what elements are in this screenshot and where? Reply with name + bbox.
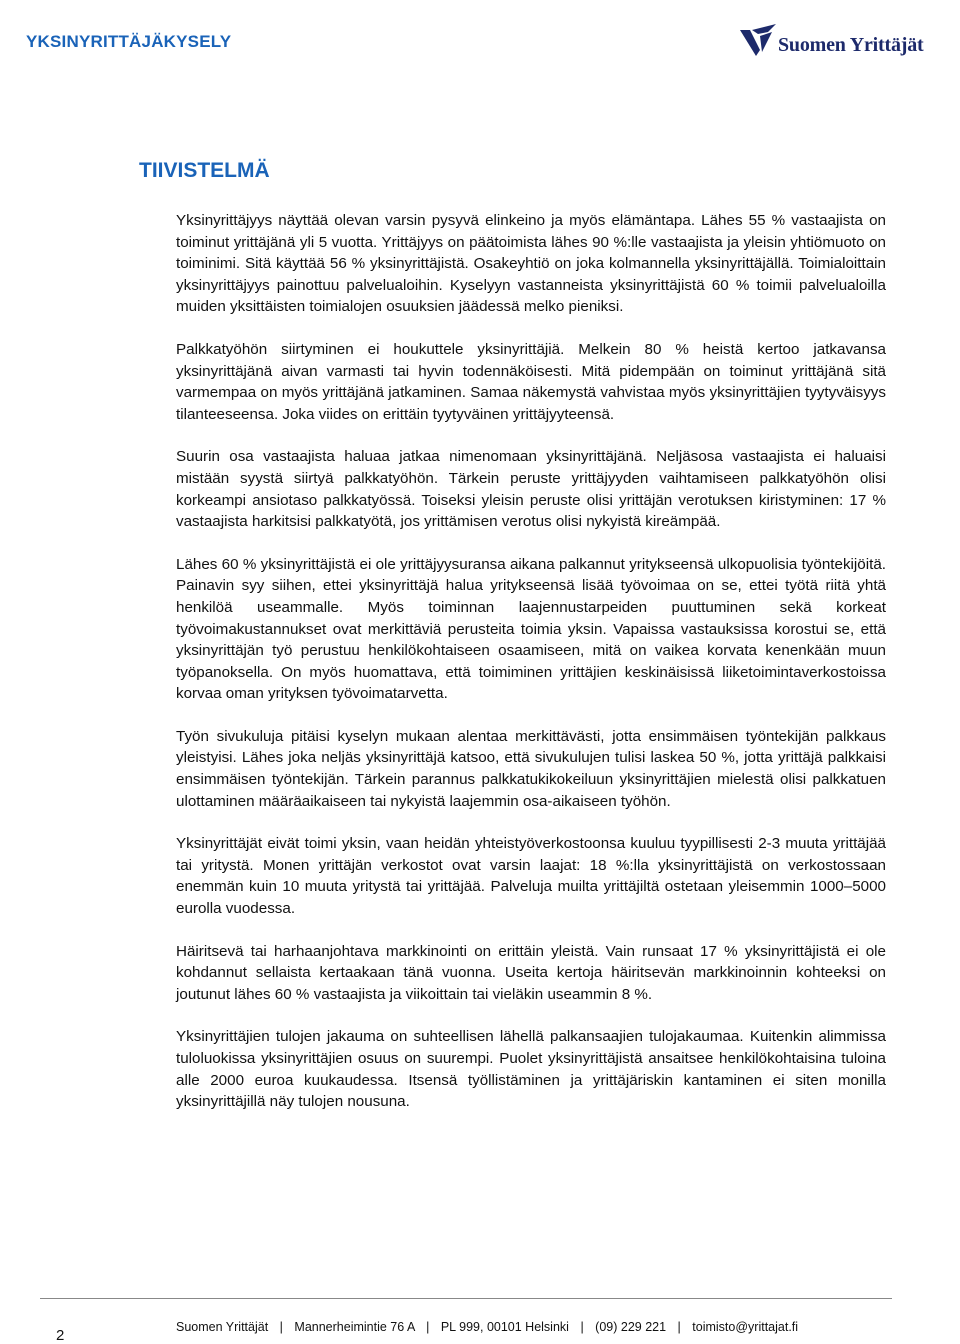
footer-email[interactable]: toimisto@yrittajat.fi <box>692 1320 799 1334</box>
logo-mark-icon <box>738 20 778 60</box>
footer-org: Suomen Yrittäjät <box>176 1320 269 1334</box>
footer-pobox: PL 999, 00101 Helsinki <box>440 1320 569 1334</box>
paragraph: Häiritsevä tai harhaanjohtava markkinointi on erittäin yleistä. Vain runsaat 17 % yksinyrittäjistä ei ole kohdannut sellaista kertaakaan tänä vuonna. Useita kertoja häiritsevän markkinoinnin kohteeksi on joutunut lähes 60 % vastaajista ja viikoittain tai vieläkin useammin 8 %. <box>176 942 886 1003</box>
footer-separator: | <box>279 1320 283 1334</box>
paragraph: Palkkatyöhön siirtyminen ei houkuttele yksinyrittäjiä. Melkein 80 % heistä kertoo jatkavansa yksinyrittäjänä aivan varmasti tai hyvin todennäköisesti. Mitä pidempään on toiminut yrittäjänä sitä varmempaa on myös yrittäjänä jatkaminen. Samaa näkemystä vahvistaa myös yksinyrittäjien tyytyväisyys tilanteeseensa. Joka viides on erittäin tyytyväinen yrittäjyyteensä. <box>176 340 886 423</box>
paragraph: Yksinyrittäjät eivät toimi yksin, vaan heidän yhteistyöverkostoonsa kuuluu tyypillisesti 2-3 muuta yrittäjää tai yritystä. Monen yrittäjän verkostot ovat varsin laajat: 18 %:lla yksinyrittäjistä on verkostossaan enemmän kuin 10 muuta yritystä tai yrittäjää. Palveluja muilta yrittäjiltä ostetaan yleisemmin 1000–5000 eurolla vuodessa. <box>176 835 886 918</box>
page-header <box>0 0 960 84</box>
footer-divider <box>40 1298 892 1299</box>
paragraph: Lähes 60 % yksinyrittäjistä ei ole yrittäjyysuransa aikana palkannut yritykseensä ulkopuolisia työntekijöitä. Painavin syy siihen, ettei yksinyrittäjä halua yritykseensä lisää työvoimaa on se, ettei työtä riitä yhtä henkilöä useammalle. Myös toiminnan laajennustarpeiden puuttuminen sekä korkeat työvoimakustannukset ovat merkittäviä perusteita toimia yksin. Vapaissa vastauksissa korostui se, että yksinyrittäjän työ perustuu henkilökohtaiseen osaamiseen, mitä on vaikea korvata kenenkään muun työpanoksella. On myös huomattava, että toimiminen yrittäjien keskinäisissä liiketoimintaverkostoissa korvaa oman yrityksen työvoimatarvetta. <box>176 555 886 703</box>
footer-phone: (09) 229 221 <box>595 1320 667 1334</box>
footer-separator: | <box>677 1320 681 1334</box>
paragraph: Yksinyrittäjyys näyttää olevan varsin pysyvä elinkeino ja myös elämäntapa. Lähes 55 % vastaajista on toiminut yrittäjänä yli 5 vuotta. Yrittäjyys on päätoimista lähes 90 %:lle vastaajista ja yleisin yhtiömuoto on toiminimi. Sitä käyttää 56 % yksinyrittäjistä. Osakeyhtiö on joka kolmannella yksinyrittäjällä. Toimialoittain yksinyrittäjyys painottuu palvelualoihin. Kyselyyn vastanneista yksinyrittäjistä 60 % toimii palvelualoilla muiden yksittäisten toimialojen osuuksien jäädessä melko pieniksi. <box>176 212 886 316</box>
header-title: YKSINYRITTÄJÄKYSELY <box>26 32 232 51</box>
paragraph: Yksinyrittäjien tulojen jakauma on suhteellisen lähellä palkansaajien tulojakaumaa. Kuitenkin alimmissa tuloluokissa yksinyrittäjien osuus on suurempi. Puolet yksinyrittäjistä ansaitsee henkilökohtaisina tuloina alle 2000 euroa kuukaudessa. Itsensä työllistäminen ja yrittäjäriskin kantaminen ei siten monilla yksinyrittäjillä näy tulojen nousuna. <box>176 1028 886 1111</box>
paragraph: Suurin osa vastaajista haluaa jatkaa nimenomaan yksinyrittäjänä. Neljäsosa vastaajista ei haluaisi mistään syystä siirtyä palkkatyöhön. Tärkein peruste yrittäjyyden vaihtamiseen palkkatyöhön olisi korkeampi ansiotaso palkkatyössä. Toiseksi yleisin peruste olisi yrittäjän verotuksen kiristyminen: 17 % vastaajista harkitsisi palkkatyötä, jos yrittämisen verotus olisi nykyistä kireämpää. <box>176 448 886 531</box>
paragraph: Työn sivukuluja pitäisi kyselyn mukaan alentaa merkittävästi, jotta ensimmäisen työntekijän palkkaus yleistyisi. Lähes joka neljäs yksinyrittäjä katsoo, että sivukulujen tulisi laskea 50 %, jotta yrittäjä palkkaisi ensimmäisen työntekijän. Tärkein parannus palkkatukikokeiluun yksinyrittäjien mielestä olisi palkkatuen ulottaminen määräaikaiseen tai nykyistä laajemmin osa-aikaiseen työhön. <box>176 727 886 810</box>
logo-text: Suomen Yrittäjät <box>778 34 924 56</box>
footer-address: Mannerheimintie 76 A <box>294 1320 415 1334</box>
page-footer <box>176 1320 798 1334</box>
page-number: 2 <box>56 1327 65 1344</box>
suomen-yrittajat-logo <box>738 20 938 64</box>
footer-separator: | <box>426 1320 430 1334</box>
footer-separator: | <box>580 1320 584 1334</box>
summary-content <box>176 210 886 1134</box>
section-title: TIIVISTELMÄ <box>139 159 270 183</box>
